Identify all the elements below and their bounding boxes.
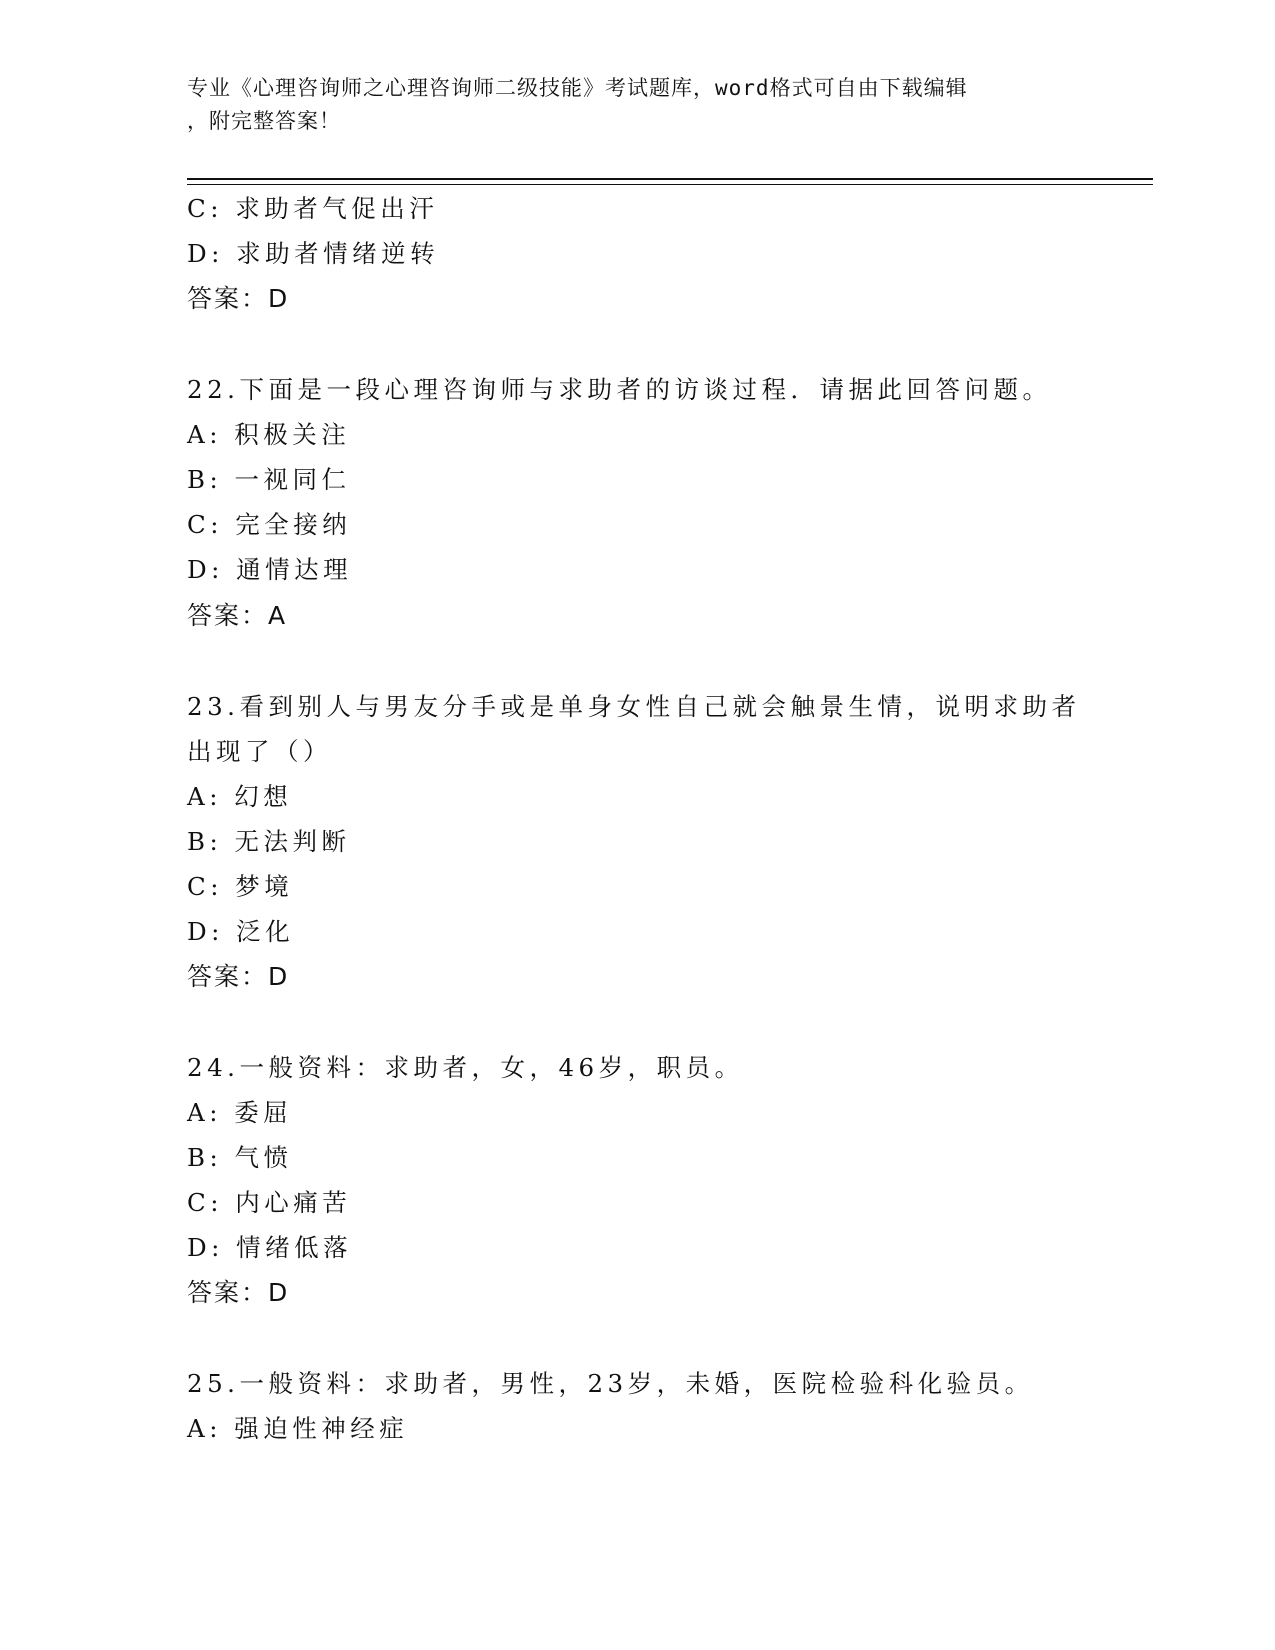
q23-option-d: D: 泛化 [187, 917, 295, 946]
q23-option-a: A: 幻想 [187, 782, 293, 811]
q24-option-a: A: 委屈 [187, 1098, 293, 1127]
q22-option-c: C: 完全接纳 [187, 510, 352, 539]
q25-option-a: A: 强迫性神经症 [187, 1414, 409, 1443]
header-line-2: ，附完整答案！ [187, 109, 341, 133]
header-divider-thin [187, 184, 1153, 185]
header-divider-thick [187, 178, 1153, 180]
q22-answer: 答案：A [187, 601, 288, 630]
q23-option-b: B: 无法判断 [187, 827, 351, 856]
q21-option-d: D: 求助者情绪逆转 [187, 239, 440, 268]
q23-answer: 答案：D [187, 962, 290, 991]
q21-answer: 答案：D [187, 284, 290, 313]
q25-question: 25.一般资料：求助者，男性，23岁，未婚，医院检验科化验员。 [187, 1369, 1034, 1398]
header-line-1: 专业《心理咨询师之心理咨询师二级技能》考试题库，word格式可自由下载编辑 [187, 76, 968, 100]
q23-option-c: C: 梦境 [187, 872, 294, 901]
q24-question: 24.一般资料：求助者，女，46岁，职员。 [187, 1053, 744, 1082]
q23-question-line-2: 出现了（） [187, 737, 332, 766]
q22-question: 22.下面是一段心理咨询师与求助者的访谈过程．请据此回答问题。 [187, 375, 1052, 404]
q22-option-b: B: 一视同仁 [187, 465, 351, 494]
q24-answer: 答案：D [187, 1278, 290, 1307]
q24-option-c: C: 内心痛苦 [187, 1188, 352, 1217]
document-header [187, 72, 1067, 138]
q24-option-d: D: 情绪低落 [187, 1233, 353, 1262]
q24-option-b: B: 气愤 [187, 1143, 293, 1172]
q22-option-a: A: 积极关注 [187, 420, 351, 449]
q21-option-c: C: 求助者气促出汗 [187, 194, 439, 223]
q22-option-d: D: 通情达理 [187, 555, 353, 584]
q23-question-line-1: 23.看到别人与男友分手或是单身女性自己就会触景生情，说明求助者 [187, 692, 1081, 721]
